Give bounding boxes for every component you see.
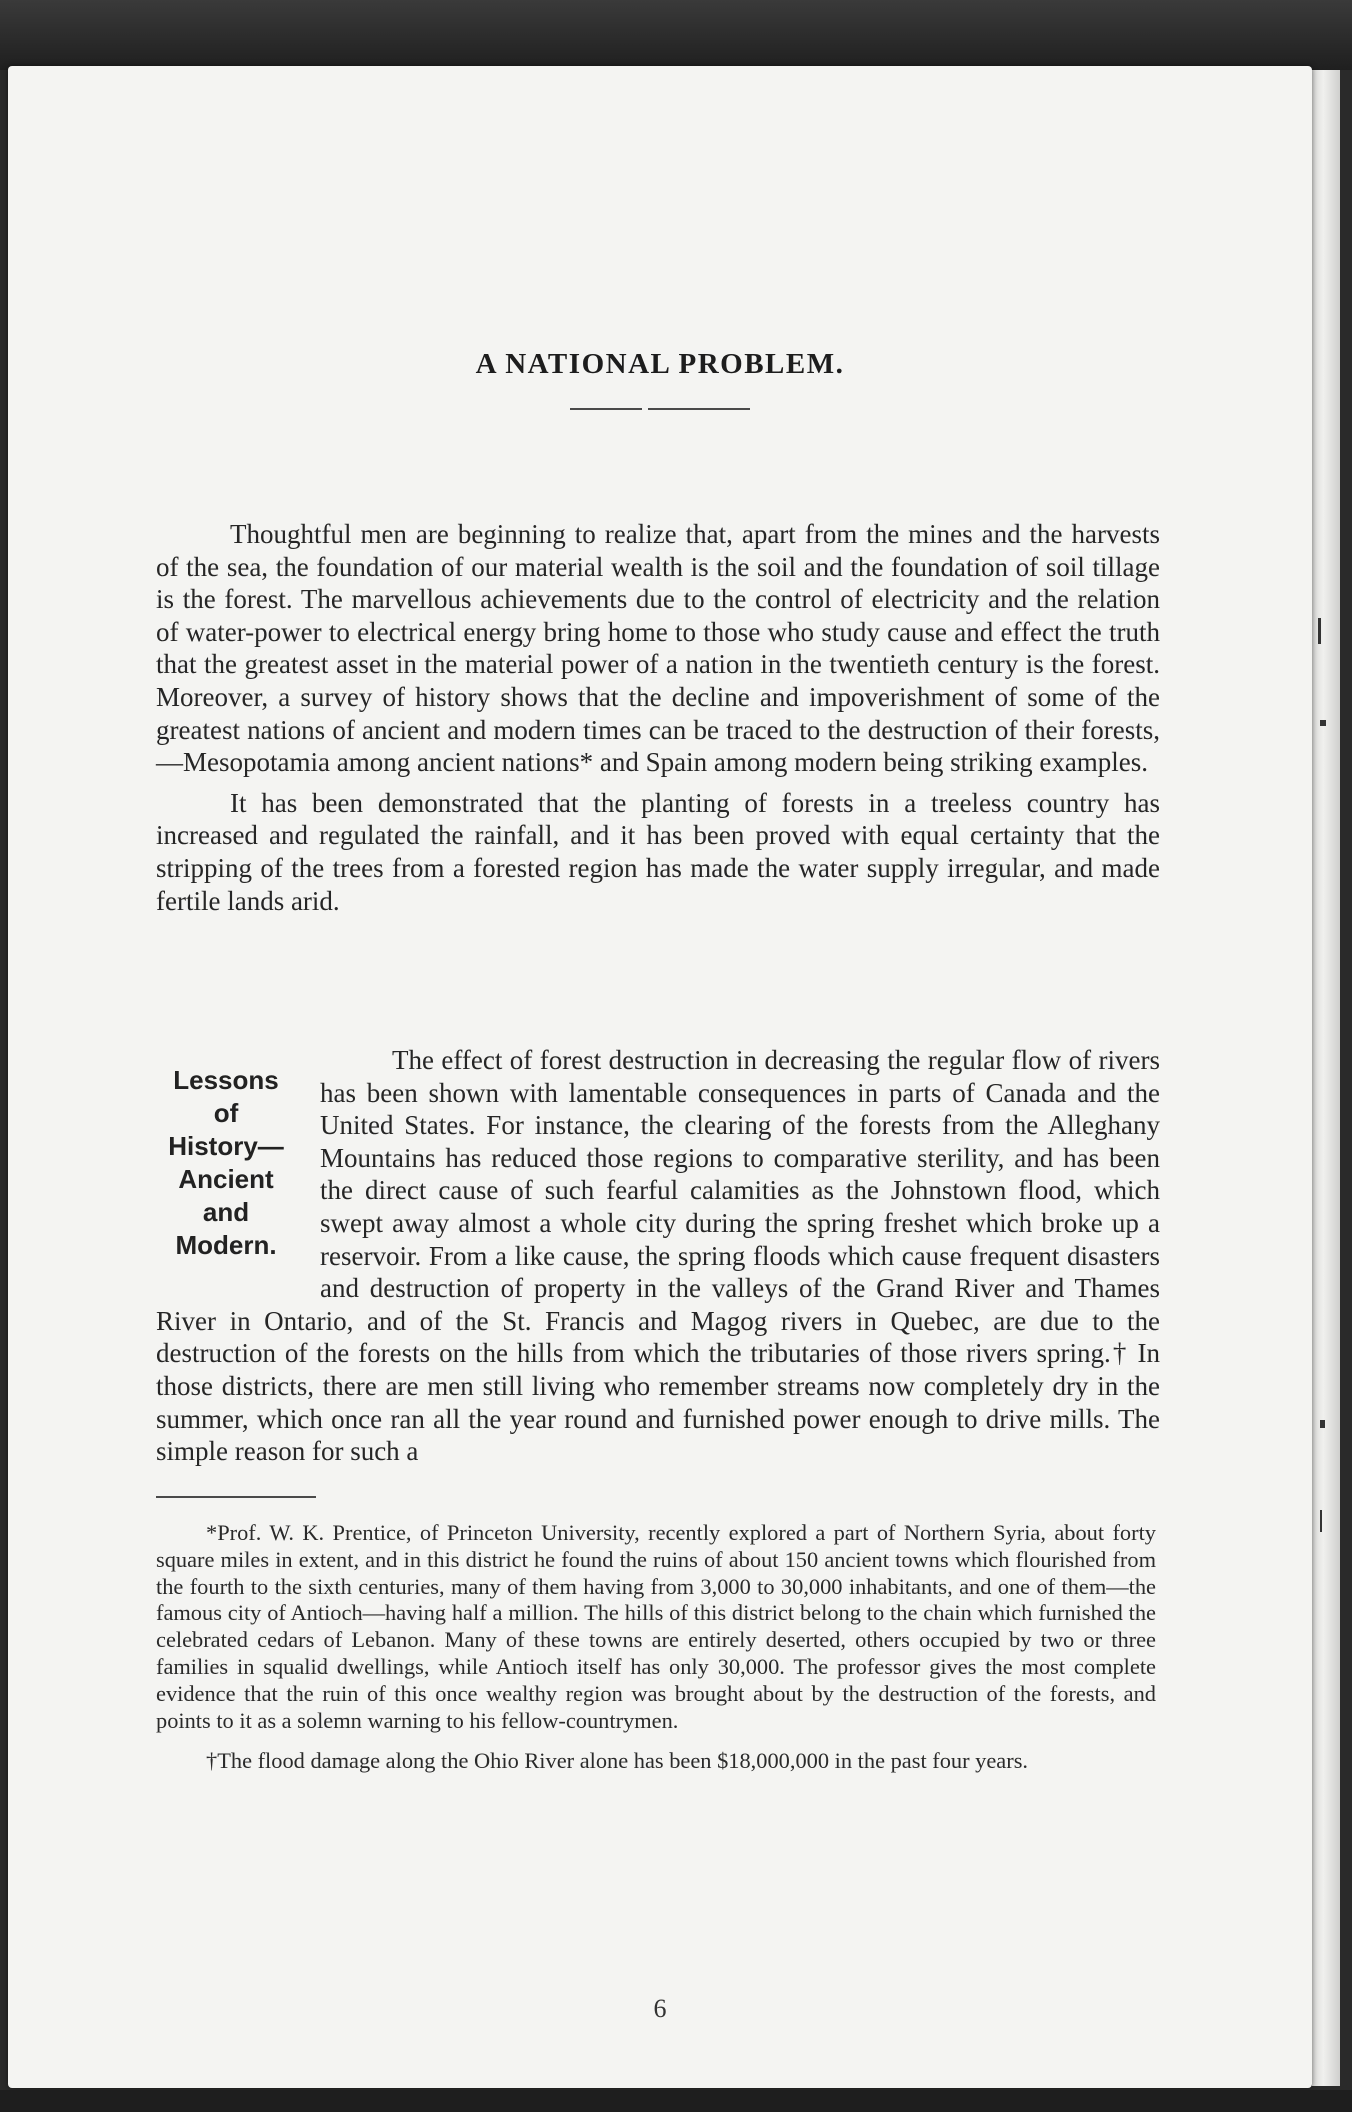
footnote: †The flood damage along the Ohio River alone has been $18,000,000 in the past four years. (206, 1748, 1029, 1774)
paragraph: The effect of forest destruction in decreasing the regular flow of rivers has been shown with lamentable consequences in parts of Canada and the United States. For instance, the clearing of the forests from the Alleghany Mountains has reduced those regions to comparative sterility, and has been the direct cause of such fearful calamities as the Johnstown flood, which swept away almost a whole city during the spring freshet which broke up a reservoir. From a like cause, the spring floods which cause frequent disasters and destruction of property in the valleys of the Grand River and Thames River in Ontario, and of the St. Francis and Magog rivers in Quebec, are due to the destruction of the forests on the hills from which the tributaries of those rivers spring.† In those districts, there are men still living who remember streams now completely dry in the summer, which once ran all the year round and furnished power enough to drive mills. The simple reason for such a (156, 1045, 1160, 1467)
document-page (8, 66, 1312, 2088)
page-edge (1312, 70, 1340, 2086)
page-number: 6 (653, 1994, 667, 2023)
edge-mark (1320, 720, 1326, 726)
body-text-top (156, 518, 1160, 917)
title-rule (570, 408, 642, 410)
footnote-rule (156, 1496, 316, 1498)
margin-note-line: Modern. (175, 1230, 277, 1260)
paragraph: Thoughtful men are beginning to realize that, apart from the mines and the harvests of the sea, the foundation of our material wealth is the soil and the foundation of soil tillage is the forest. The marvellous achievements due to the control of electricity and the relation of water-power to electrical energy bring home to those who study cause and effect the truth that the greatest asset in the material power of a nation in the twentieth century is the forest. Moreover, a survey of history shows that the decline and impoverishment of some of the greatest nations of ancient and modern times can be traced to the destruction of their forests,—Mesopotamia among ancient nations* and Spain among modern being striking examples. (156, 519, 1160, 778)
body-text-wrapped (156, 1044, 1160, 1468)
margin-note-line: Ancient (178, 1164, 274, 1194)
footnote: *Prof. W. K. Prentice, of Princeton University, recently explored a part of Northern Syria, about forty square miles in extent, and in this district he found the ruins of about 150 ancient towns which flourished from the fourth to the sixth centuries, many of them having from 3,000 to 30,000 inhabitants, and one of them—the famous city of Antioch—having half a million. The hills of this district belong to the chain which furnished the celebrated cedars of Lebanon. Many of these towns are entirely deserted, others occupied by two or three families in squalid dwellings, while Antioch itself has only 30,000. The professor gives the most complete evidence that the ruin of this once wealthy region was brought about by the destruction of the forests, and points to it as a solemn warning to his fellow-countrymen. (156, 1520, 1156, 1733)
footnotes (156, 1520, 1156, 1775)
page-title: A NATIONAL PROBLEM. (475, 348, 845, 380)
margin-note-line: and (202, 1197, 250, 1227)
edge-mark (1318, 618, 1321, 644)
scan-border-top (0, 0, 1352, 70)
paragraph: It has been demonstrated that the planting of forests in a treeless country has increased and regulated the rainfall, and it has been proved with equal certainty that the stripping of the trees from a forested region has made the water supply irregular, and made fertile lands arid. (156, 787, 1160, 916)
title-rule (648, 408, 750, 410)
margin-note-space (156, 1044, 320, 1304)
margin-note-line: Lessons (173, 1065, 279, 1095)
edge-mark (1320, 1420, 1325, 1428)
edge-mark (1320, 1510, 1322, 1532)
margin-note-line: of (213, 1098, 239, 1128)
scan-border-bottom (0, 2090, 1352, 2112)
margin-note-line: History— (168, 1131, 284, 1161)
